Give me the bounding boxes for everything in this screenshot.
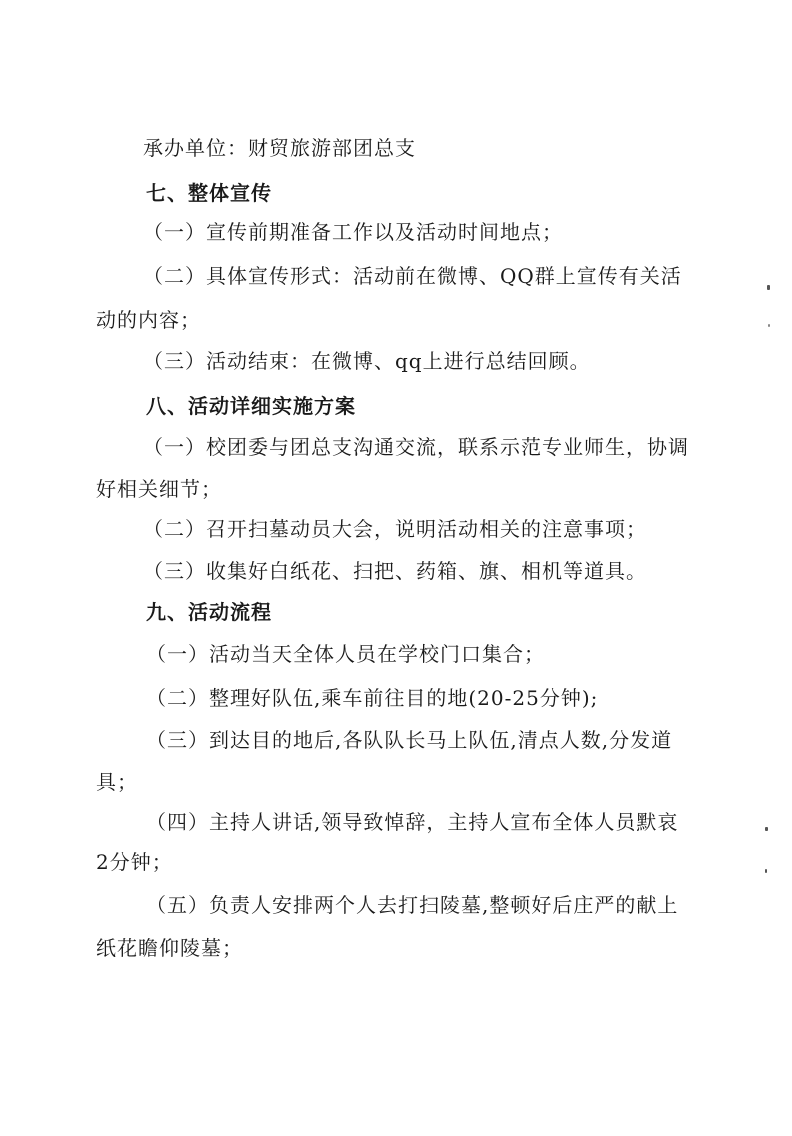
plan-item-3: （三）收集好白纸花、扫把、药箱、旗、相机等道具。 xyxy=(143,559,647,583)
section-heading-publicity: 七、整体宣传 xyxy=(146,181,272,205)
publicity-item-2: （二）具体宣传形式：活动前在微博、QQ群上宣传有关活 xyxy=(143,264,682,288)
process-item-3: （三）到达目的地后,各队队长马上队伍,清点人数,分发道 xyxy=(146,728,673,752)
process-item-1: （一）活动当天全体人员在学校门口集合； xyxy=(146,642,545,666)
plan-item-1: （一）校团委与团总支沟通交流，联系示范专业师生，协调 xyxy=(143,435,689,459)
process-item-5: （五）负责人安排两个人去打扫陵墓,整顿好后庄严的献上 xyxy=(146,893,679,917)
scan-speck xyxy=(767,285,770,290)
scan-speck xyxy=(765,827,768,831)
plan-item-2: （二）召开扫墓动员大会，说明活动相关的注意事项； xyxy=(143,517,647,541)
process-item-4-cont: 2分钟； xyxy=(96,850,173,874)
publicity-item-2-cont: 动的内容； xyxy=(96,308,201,332)
process-item-5-cont: 纸花瞻仰陵墓； xyxy=(96,936,243,960)
process-item-4: （四）主持人讲话,领导致悼辞，主持人宣布全体人员默哀 xyxy=(146,810,679,834)
process-item-2: （二）整理好队伍,乘车前往目的地(20-25分钟); xyxy=(146,686,599,710)
publicity-item-3: （三）活动结束：在微博、qq上进行总结回顾。 xyxy=(143,349,591,373)
section-heading-plan: 八、活动详细实施方案 xyxy=(146,394,356,418)
section-heading-process: 九、活动流程 xyxy=(146,600,272,624)
publicity-item-1: （一）宣传前期准备工作以及活动时间地点； xyxy=(143,220,563,244)
scan-speck xyxy=(768,324,770,327)
process-item-3-cont: 具； xyxy=(96,770,138,794)
organizer-line: 承办单位：财贸旅游部团总支 xyxy=(143,136,416,160)
scan-speck xyxy=(765,869,767,873)
plan-item-1-cont: 好相关细节； xyxy=(96,477,222,501)
